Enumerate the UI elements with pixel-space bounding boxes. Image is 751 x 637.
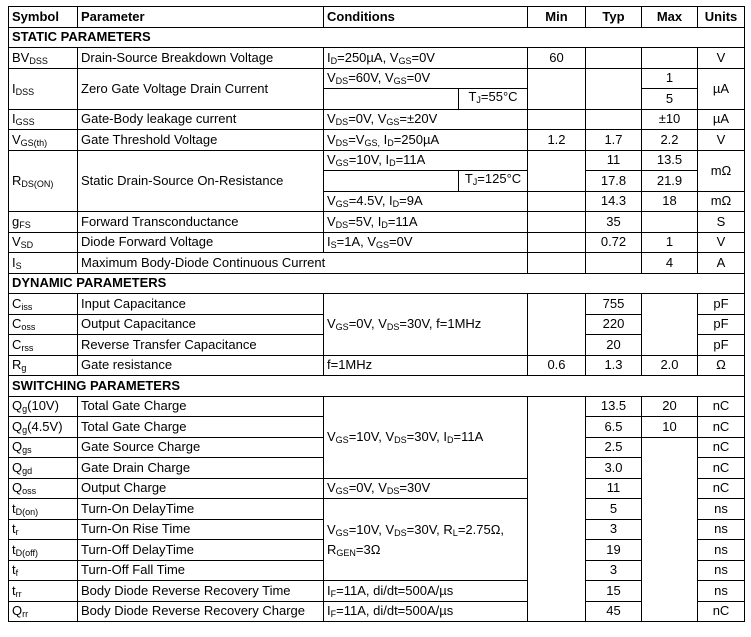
parameter-cell: Turn-Off DelayTime — [78, 540, 324, 561]
section-dynamic: DYNAMIC PARAMETERS — [9, 273, 745, 294]
conditions-cell: $V_{GS}=10V$, $V_{DS}=30V$, $R_L=2.75\Omega$, $R_{GEN}=3\Omega$ — [324, 499, 528, 581]
symbol-cell: $g_{FS}$ — [9, 212, 78, 233]
typ-cell: 3 — [586, 519, 642, 540]
header-conditions: Conditions — [324, 7, 528, 28]
units-cell: µA — [698, 109, 745, 130]
max-cell: 1 — [642, 232, 698, 253]
units-cell: nC — [698, 437, 745, 458]
symbol-cell: $t_{D(on)}$ — [9, 499, 78, 520]
typ-cell — [586, 253, 642, 274]
typ-cell: 11 — [586, 150, 642, 171]
typ-cell: 3 — [586, 560, 642, 581]
header-typ: Typ — [586, 7, 642, 28]
parameter-cell: Input Capacitance — [78, 294, 324, 315]
typ-cell: 6.5 — [586, 417, 642, 438]
typ-cell: 0.72 — [586, 232, 642, 253]
parameter-cell: Maximum Body-Diode Continuous Current — [78, 253, 528, 274]
table-row — [9, 150, 745, 171]
units-cell: V — [698, 48, 745, 69]
typ-cell: 11 — [586, 478, 642, 499]
min-cell — [528, 68, 586, 109]
conditions-cell: $I_S=1A$, $V_{GS}=0V$ — [324, 232, 528, 253]
conditions-cell: $I_D=250\mu A$, $V_{GS}=0V$ — [324, 48, 528, 69]
units-cell: mΩ — [698, 191, 745, 212]
conditions-cell: $V_{GS}=4.5V$, $I_D=9A$ — [324, 191, 528, 212]
typ-cell: 5 — [586, 499, 642, 520]
max-cell: 4 — [642, 253, 698, 274]
units-cell: nC — [698, 478, 745, 499]
typ-cell: 19 — [586, 540, 642, 561]
typ-cell: 45 — [586, 601, 642, 622]
units-cell: A — [698, 253, 745, 274]
table-row — [9, 48, 745, 69]
parameter-cell: Forward Transconductance — [78, 212, 324, 233]
units-cell: mΩ — [698, 150, 745, 191]
typ-cell: 1.3 — [586, 355, 642, 376]
min-cell — [528, 294, 586, 356]
table-row — [9, 601, 745, 622]
conditions-cell: $V_{GS}=0V$, $V_{DS}=30V$ — [324, 478, 528, 499]
table-row — [9, 130, 745, 151]
parameter-cell: Gate resistance — [78, 355, 324, 376]
min-cell — [528, 232, 586, 253]
symbol-cell: $t_f$ — [9, 560, 78, 581]
symbol-cell: $Q_{rr}$ — [9, 601, 78, 622]
typ-cell: 17.8 — [586, 171, 642, 192]
table-row — [9, 212, 745, 233]
typ-cell: 35 — [586, 212, 642, 233]
max-cell — [642, 212, 698, 233]
parameter-cell: Output Charge — [78, 478, 324, 499]
conditions-cell: $V_{GS}=10V$, $I_D=11A$ — [324, 150, 528, 171]
min-cell — [528, 109, 586, 130]
units-cell: pF — [698, 314, 745, 335]
conditions-cell: $I_F=11A$, di/dt=500A/µs — [324, 581, 528, 602]
units-cell: nC — [698, 396, 745, 417]
symbol-cell: $t_r$ — [9, 519, 78, 540]
parameter-cell: Turn-On DelayTime — [78, 499, 324, 520]
typ-cell: 15 — [586, 581, 642, 602]
units-cell: S — [698, 212, 745, 233]
units-cell: nC — [698, 601, 745, 622]
units-cell: ns — [698, 519, 745, 540]
symbol-cell: $Q_{gd}$ — [9, 458, 78, 479]
max-cell: 2.0 — [642, 355, 698, 376]
min-cell — [528, 212, 586, 233]
typ-cell — [586, 48, 642, 69]
parameter-cell: Drain-Source Breakdown Voltage — [78, 48, 324, 69]
units-cell: ns — [698, 560, 745, 581]
conditions-cell: $V_{DS}=60V$, $V_{GS}=0V$ — [324, 68, 528, 89]
min-cell: 1.2 — [528, 130, 586, 151]
max-cell: 1 — [642, 68, 698, 89]
max-cell: 5 — [642, 89, 698, 110]
table-row — [9, 109, 745, 130]
table-row — [9, 581, 745, 602]
units-cell: Ω — [698, 355, 745, 376]
units-cell: µA — [698, 68, 745, 109]
parameter-cell: Body Diode Reverse Recovery Charge — [78, 601, 324, 622]
parameter-cell: Gate Drain Charge — [78, 458, 324, 479]
units-cell: nC — [698, 417, 745, 438]
parameter-cell: Body Diode Reverse Recovery Time — [78, 581, 324, 602]
symbol-cell: $Q_{oss}$ — [9, 478, 78, 499]
units-cell: pF — [698, 294, 745, 315]
header-parameter: Parameter — [78, 7, 324, 28]
parameter-cell: Diode Forward Voltage — [78, 232, 324, 253]
table-row — [9, 294, 745, 315]
header-row — [9, 7, 745, 28]
max-cell — [642, 294, 698, 356]
symbol-cell: $Q_{gs}$ — [9, 437, 78, 458]
parameter-cell: Gate Threshold Voltage — [78, 130, 324, 151]
max-cell — [642, 48, 698, 69]
table-row — [9, 68, 745, 89]
min-cell — [528, 253, 586, 274]
typ-cell: 14.3 — [586, 191, 642, 212]
typ-cell: 20 — [586, 335, 642, 356]
symbol-cell: $Q_g(10V)$ — [9, 396, 78, 417]
section-row — [9, 376, 745, 397]
temperature-condition: $T_J=125^\circ C$ — [458, 171, 527, 192]
conditions-cell — [324, 171, 528, 192]
table-row — [9, 396, 745, 417]
symbol-cell: $t_{rr}$ — [9, 581, 78, 602]
parameter-cell: Static Drain-Source On-Resistance — [78, 150, 324, 212]
parameter-cell: Gate Source Charge — [78, 437, 324, 458]
conditions-cell: $I_F=11A$, di/dt=500A/µs — [324, 601, 528, 622]
symbol-cell: $C_{iss}$ — [9, 294, 78, 315]
section-switching: SWITCHING PARAMETERS — [9, 376, 745, 397]
header-symbol: Symbol — [9, 7, 78, 28]
typ-cell: 2.5 — [586, 437, 642, 458]
symbol-cell: $V_{GS(th)}$ — [9, 130, 78, 151]
parameter-cell: Turn-On Rise Time — [78, 519, 324, 540]
conditions-cell: f=1MHz — [324, 355, 528, 376]
header-units: Units — [698, 7, 745, 28]
section-static: STATIC PARAMETERS — [9, 27, 745, 48]
max-cell: 20 — [642, 396, 698, 417]
max-cell: ±10 — [642, 109, 698, 130]
symbol-cell: $BV_{DSS}$ — [9, 48, 78, 69]
typ-cell — [586, 68, 642, 109]
table-row — [9, 499, 745, 520]
symbol-cell: $V_{SD}$ — [9, 232, 78, 253]
min-cell: 60 — [528, 48, 586, 69]
units-cell: nC — [698, 458, 745, 479]
header-max: Max — [642, 7, 698, 28]
parameter-cell: Gate-Body leakage current — [78, 109, 324, 130]
conditions-cell: $V_{DS}=0V$, $V_{GS}=\pm 20V$ — [324, 109, 528, 130]
parameter-cell: Zero Gate Voltage Drain Current — [78, 68, 324, 109]
conditions-cell: $V_{DS}=5V$, $I_D=11A$ — [324, 212, 528, 233]
parameter-cell: Output Capacitance — [78, 314, 324, 335]
electrical-characteristics-table — [8, 6, 745, 622]
conditions-cell: $V_{GS}=10V$, $V_{DS}=30V$, $I_D=11A$ — [324, 396, 528, 478]
typ-cell: 220 — [586, 314, 642, 335]
max-cell — [642, 437, 698, 622]
parameter-cell: Total Gate Charge — [78, 417, 324, 438]
parameter-cell: Reverse Transfer Capacitance — [78, 335, 324, 356]
conditions-cell: $V_{DS}=V_{GS,}$ $I_D=250\mu A$ — [324, 130, 528, 151]
table-row — [9, 355, 745, 376]
units-cell: V — [698, 130, 745, 151]
min-cell: 0.6 — [528, 355, 586, 376]
temperature-condition: $T_J=55^\circ C$ — [458, 89, 527, 110]
max-cell: 10 — [642, 417, 698, 438]
symbol-cell: $C_{rss}$ — [9, 335, 78, 356]
units-cell: ns — [698, 540, 745, 561]
conditions-cell: $V_{GS}=0V$, $V_{DS}=30V$, f=1MHz — [324, 294, 528, 356]
typ-cell: 13.5 — [586, 396, 642, 417]
max-cell: 21.9 — [642, 171, 698, 192]
conditions-cell — [324, 89, 528, 110]
typ-cell: 3.0 — [586, 458, 642, 479]
header-min: Min — [528, 7, 586, 28]
min-cell — [528, 191, 586, 212]
section-row — [9, 27, 745, 48]
typ-cell: 755 — [586, 294, 642, 315]
min-cell — [528, 396, 586, 622]
min-cell — [528, 150, 586, 191]
table-row — [9, 232, 745, 253]
typ-cell: 1.7 — [586, 130, 642, 151]
symbol-cell: $t_{D(off)}$ — [9, 540, 78, 561]
section-row — [9, 273, 745, 294]
units-cell: pF — [698, 335, 745, 356]
units-cell: ns — [698, 581, 745, 602]
symbol-cell: $R_g$ — [9, 355, 78, 376]
symbol-cell: $I_S$ — [9, 253, 78, 274]
max-cell: 2.2 — [642, 130, 698, 151]
units-cell: ns — [698, 499, 745, 520]
parameter-cell: Total Gate Charge — [78, 396, 324, 417]
max-cell: 13.5 — [642, 150, 698, 171]
symbol-cell: $I_{GSS}$ — [9, 109, 78, 130]
table-row — [9, 253, 745, 274]
units-cell: V — [698, 232, 745, 253]
parameter-cell: Turn-Off Fall Time — [78, 560, 324, 581]
table-row — [9, 478, 745, 499]
typ-cell — [586, 109, 642, 130]
symbol-cell: $C_{oss}$ — [9, 314, 78, 335]
max-cell: 18 — [642, 191, 698, 212]
symbol-cell: $I_{DSS}$ — [9, 68, 78, 109]
symbol-cell: $Q_g(4.5V)$ — [9, 417, 78, 438]
symbol-cell: $R_{DS(ON)}$ — [9, 150, 78, 212]
